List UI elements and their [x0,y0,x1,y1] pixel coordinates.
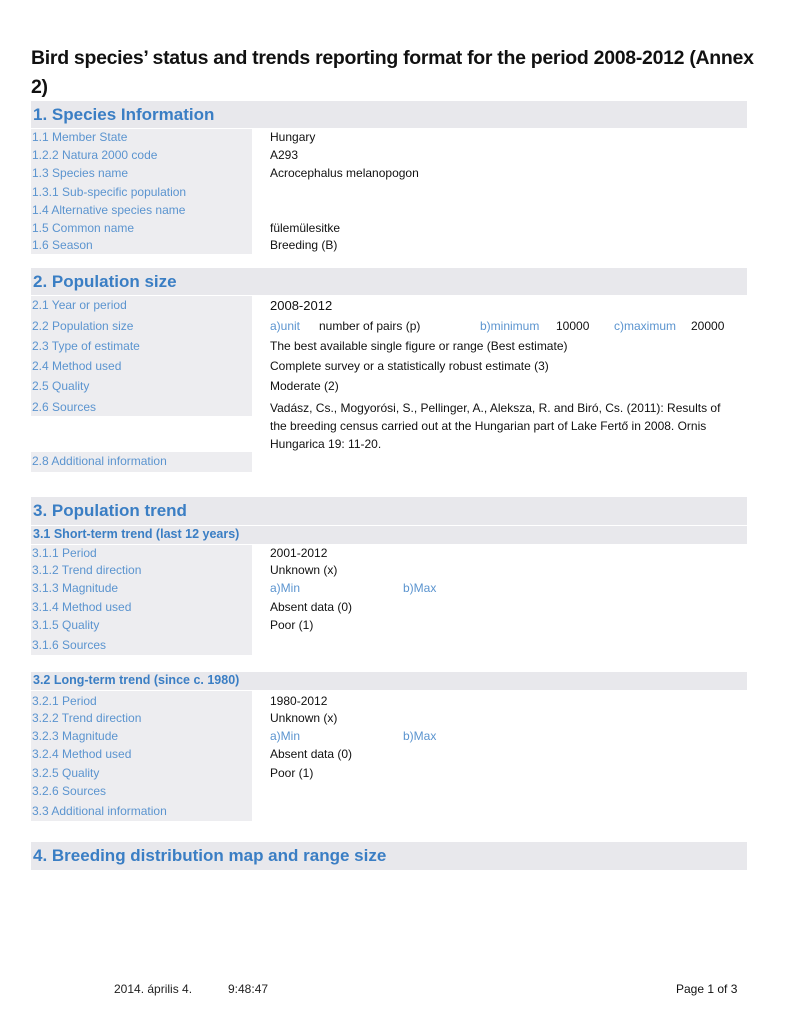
sources-label: 2.6 Sources [32,400,97,414]
quality-label: 2.5 Quality [32,379,90,393]
section-3-header [31,497,747,525]
short-method-value: Absent data (0) [270,600,353,614]
short-term-trend-header [31,526,747,544]
common-name-value: fülemülesitke [270,221,341,235]
minimum-label: b)minimum [480,319,540,333]
long-trend-direction-value: Unknown (x) [270,711,338,725]
long-magnitude-max-label: b)Max [403,729,437,743]
short-magnitude-label: 3.1.3 Magnitude [32,581,119,595]
species-name-value: Acrocephalus melanopogon [270,166,419,180]
year-period-label: 2.1 Year or period [32,298,127,312]
section-2-title: 2. Population size [33,271,177,291]
species-name-label: 1.3 Species name [32,166,129,180]
alternative-species-name-label: 1.4 Alternative species name [32,203,186,217]
method-used-value: Complete survey or a statistically robust estimate (3) [270,359,549,373]
year-period-value: 2008-2012 [270,298,333,313]
short-quality-label: 3.1.5 Quality [32,618,100,632]
section-2-header [31,268,747,295]
long-term-trend-title: 3.2 Long-term trend (since c. 1980) [33,673,240,687]
section-4-header [31,842,747,870]
natura-code-value: A293 [270,148,299,162]
section-1-title: 1. Species Information [33,104,215,124]
short-period-value: 2001-2012 [270,546,328,560]
long-magnitude-label: 3.2.3 Magnitude [32,729,119,743]
document-title: Bird species’ status and trends reporting format for the period 2008-2012 (Annex 2) [31,47,754,98]
long-quality-label: 3.2.5 Quality [32,766,100,780]
long-magnitude-min-label: a)Min [270,729,301,743]
unit-label: a)unit [270,319,301,333]
member-state-label: 1.1 Member State [32,130,128,144]
section-4-title: 4. Breeding distribution map and range size [33,846,387,865]
short-period-label: 3.1.1 Period [32,546,97,560]
member-state-value: Hungary [270,130,316,144]
common-name-label: 1.5 Common name [32,221,135,235]
section-3-title: 3. Population trend [33,501,187,520]
footer-page-number: Page 1 of 3 [676,982,738,996]
trend-additional-information-label: 3.3 Additional information [32,804,167,818]
unit-value: number of pairs (p) [319,319,421,333]
population-size-label: 2.2 Population size [32,319,134,333]
short-method-label: 3.1.4 Method used [32,600,132,614]
long-period-value: 1980-2012 [270,694,328,708]
long-trend-direction-label: 3.2.2 Trend direction [32,711,142,725]
short-trend-direction-value: Unknown (x) [270,563,338,577]
short-trend-direction-label: 3.1.2 Trend direction [32,563,142,577]
short-quality-value: Poor (1) [270,618,314,632]
additional-information-label: 2.8 Additional information [32,454,167,468]
section-1-header [31,101,747,128]
footer-date: 2014. április 4. [114,982,193,996]
long-method-value: Absent data (0) [270,747,353,761]
type-of-estimate-label: 2.3 Type of estimate [32,339,140,353]
long-method-label: 3.2.4 Method used [32,747,132,761]
section-2-label-column-a [31,296,252,416]
short-magnitude-max-label: b)Max [403,581,437,595]
sources-value: Vadász, Cs., Mogyorósi, S., Pellinger, A., Aleksza, R. and Biró, Cs. (2011): Results of the breeding census carried out at the Hungarian part of Lake Fertő in 2008. Ornis Hungarica 19: 11-20. [270,401,721,451]
sub-specific-population-label: 1.3.1 Sub-specific population [32,185,187,199]
short-magnitude-min-label: a)Min [270,581,301,595]
long-sources-label: 3.2.6 Sources [32,784,107,798]
footer-time: 9:48:47 [228,982,269,996]
long-term-trend-header [31,672,747,690]
method-used-label: 2.4 Method used [32,359,122,373]
maximum-value: 20000 [691,319,725,333]
season-value: Breeding (B) [270,238,338,252]
type-of-estimate-value: The best available single figure or range (Best estimate) [270,339,568,353]
quality-value: Moderate (2) [270,379,339,393]
natura-code-label: 1.2.2 Natura 2000 code [32,148,158,162]
long-quality-value: Poor (1) [270,766,314,780]
maximum-label: c)maximum [614,319,676,333]
long-period-label: 3.2.1 Period [32,694,97,708]
minimum-value: 10000 [556,319,590,333]
season-label: 1.6 Season [32,238,93,252]
short-term-trend-title: 3.1 Short-term trend (last 12 years) [33,527,240,541]
short-sources-label: 3.1.6 Sources [32,638,107,652]
